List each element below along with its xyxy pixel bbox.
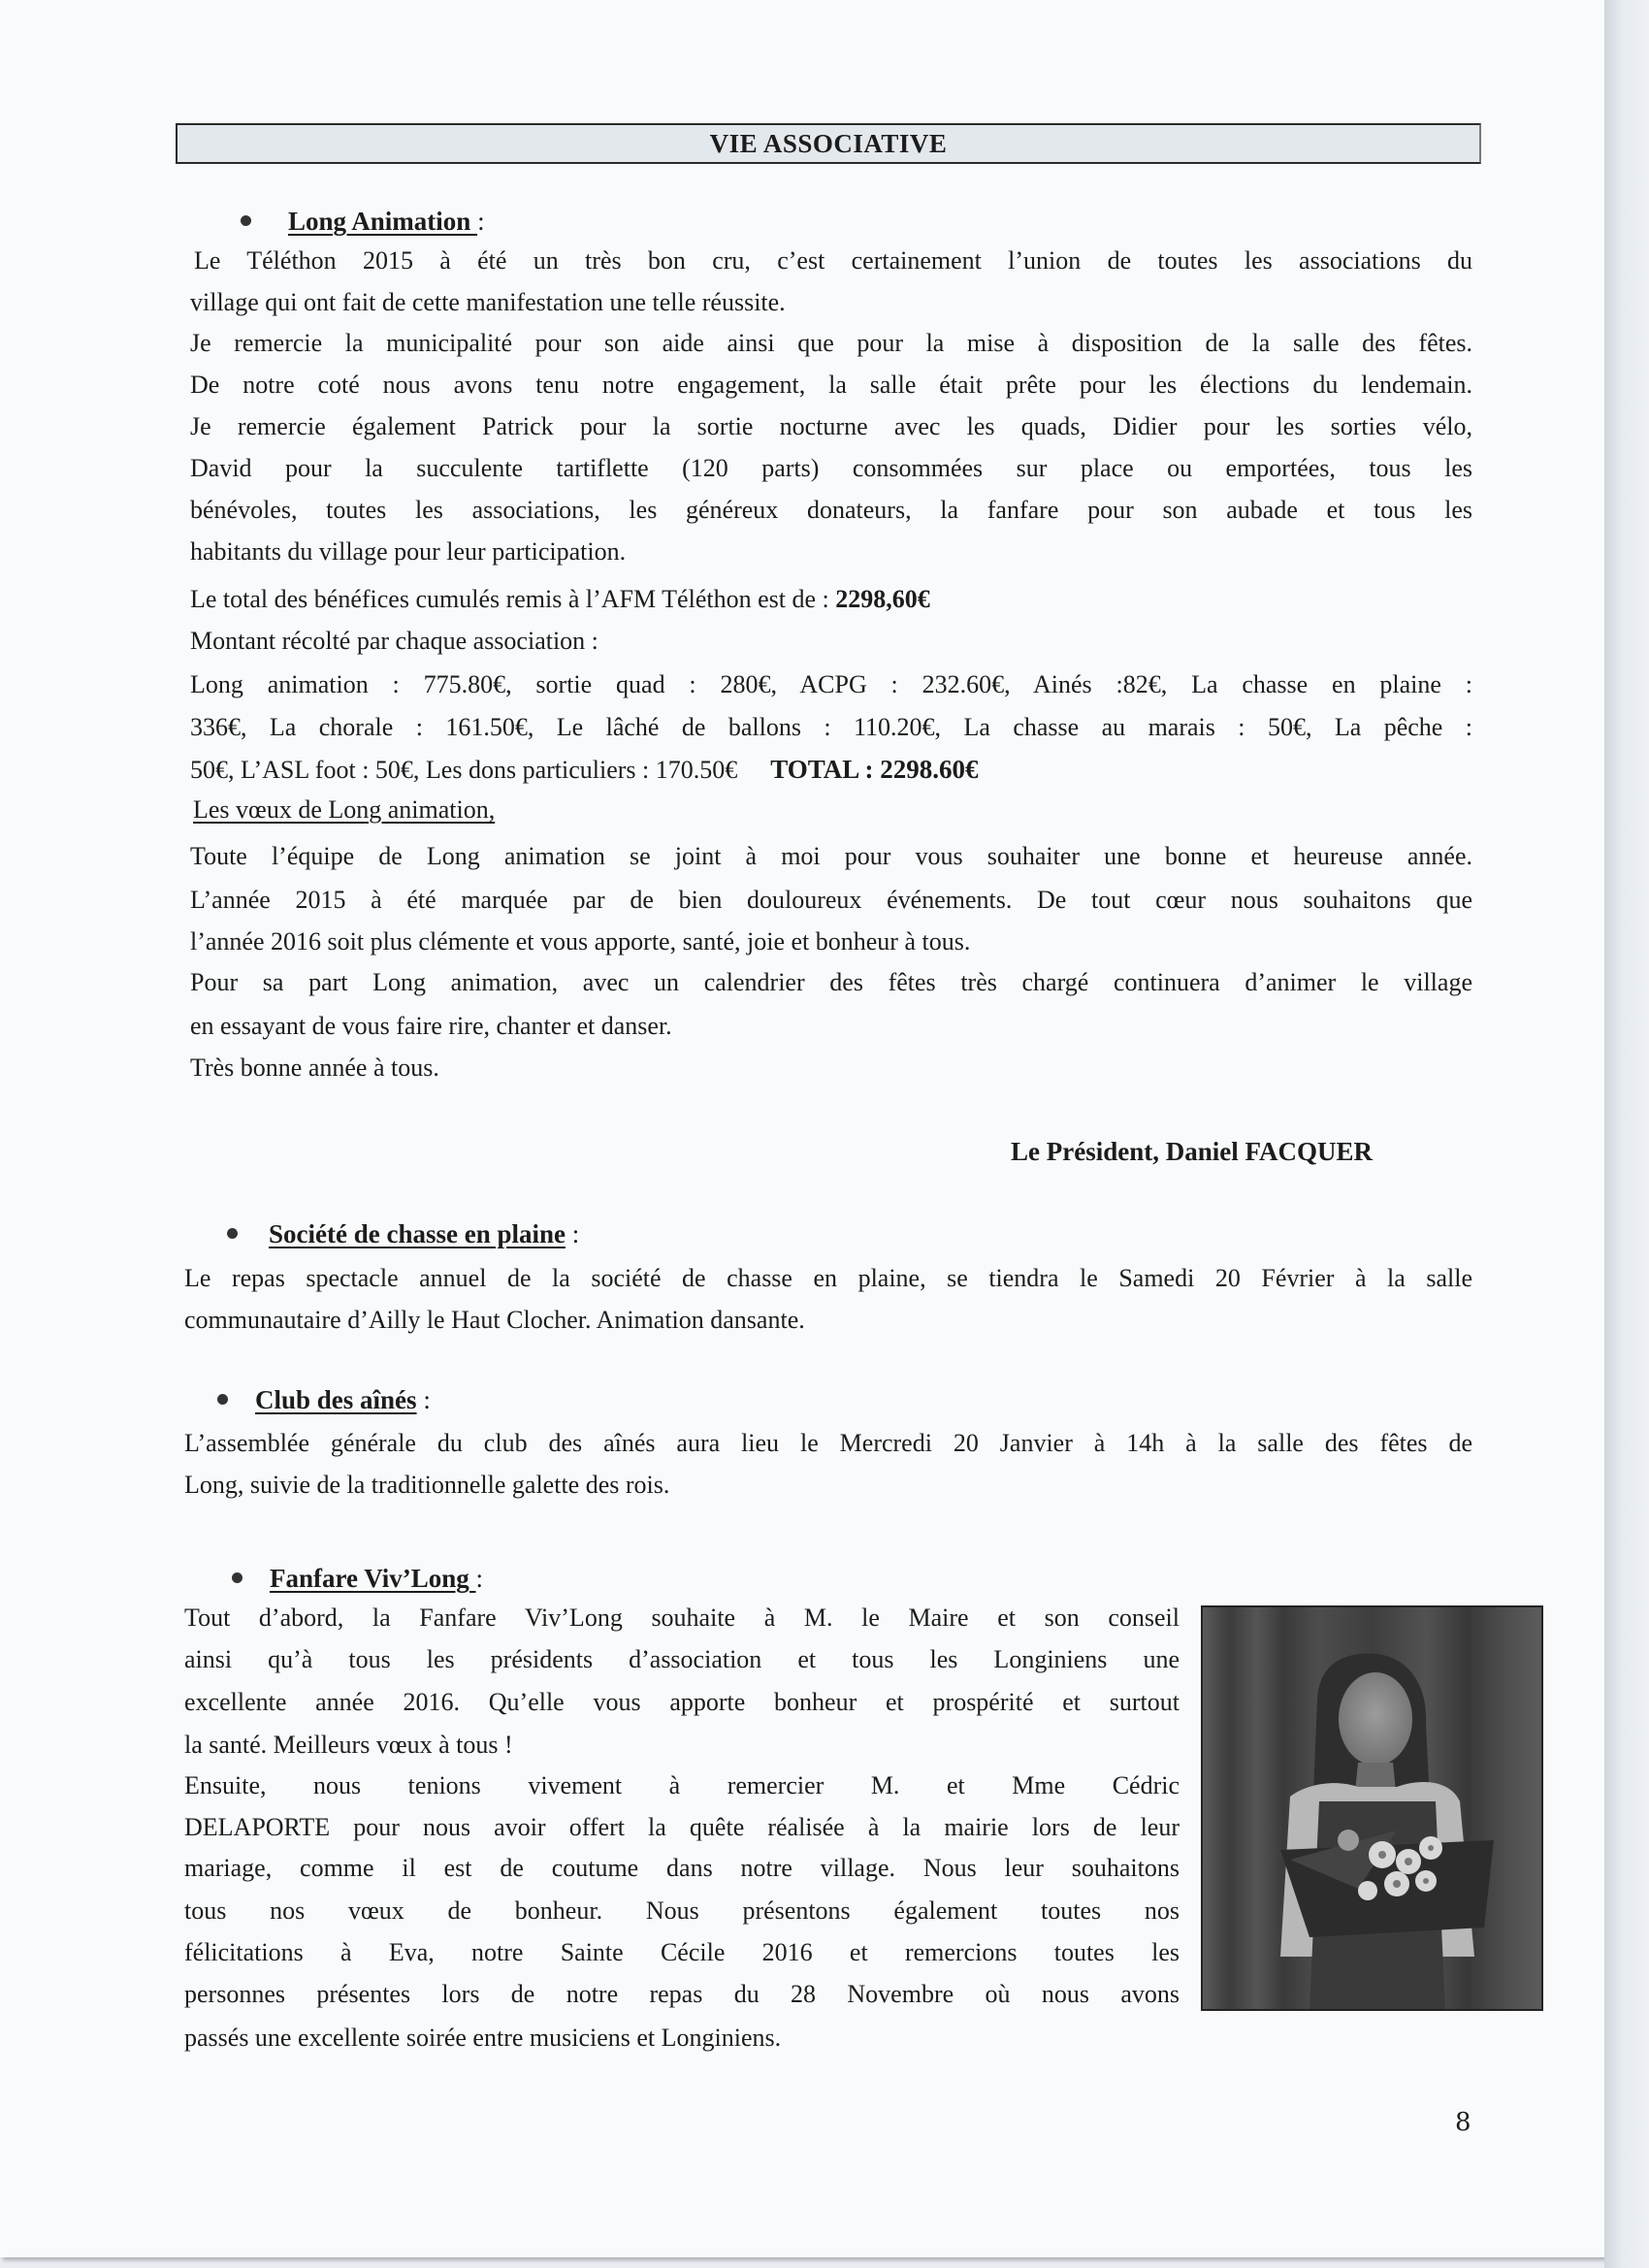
wishes-heading-text: Les vœux de Long animation, bbox=[193, 795, 496, 824]
wishes-line: Très bonne année à tous. bbox=[190, 1053, 439, 1082]
paragraph-line: Long, suivie de la traditionnelle galette des rois. bbox=[184, 1471, 670, 1499]
paragraph-line: bénévoles, toutes les associations, les généreux donateurs, la fanfare pour son aubade et tous les bbox=[190, 496, 1472, 524]
paragraph-line: habitants du village pour leur participation. bbox=[190, 537, 627, 566]
signature: Le Président, Daniel FACQUER bbox=[1011, 1137, 1373, 1166]
heading-colon: : bbox=[416, 1385, 431, 1414]
paragraph-line: L’assemblée générale du club des aînés aura lieu le Mercredi 20 Janvier à 14h à la salle des fêtes de bbox=[184, 1429, 1472, 1457]
amounts-line: Long animation : 775.80€, sortie quad : 280€, ACPG : 232.60€, Ainés :82€, La chasse en plaine : bbox=[190, 670, 1472, 698]
paragraph-line: tous nos vœux de bonheur. Nous présentons également toutes nos bbox=[184, 1896, 1180, 1925]
amounts-last-line bbox=[190, 755, 979, 784]
heading-colon: : bbox=[477, 207, 485, 236]
page-number: 8 bbox=[1455, 2108, 1471, 2137]
heading-colon: : bbox=[475, 1564, 484, 1593]
heading-long-animation bbox=[288, 206, 485, 237]
heading-colon: : bbox=[565, 1219, 580, 1248]
paragraph-line: la santé. Meilleurs vœux à tous ! bbox=[184, 1731, 513, 1759]
bullet-icon bbox=[217, 1394, 228, 1405]
heading-chasse-title: Société de chasse en plaine bbox=[269, 1219, 566, 1248]
paragraph-line: DELAPORTE pour nous avoir offert la quête réalisée à la mairie lors de leur bbox=[184, 1813, 1180, 1841]
heading-aines bbox=[255, 1384, 431, 1415]
wishes-line: l’année 2016 soit plus clémente et vous apporte, santé, joie et bonheur à tous. bbox=[190, 927, 971, 956]
amounts-intro: Montant récolté par chaque association : bbox=[190, 627, 598, 655]
photo-girl-with-bouquet-icon bbox=[1203, 1607, 1541, 2009]
paragraph-line: Je remercie également Patrick pour la sortie nocturne avec les quads, Didier pour les sorties vélo, bbox=[190, 412, 1472, 440]
total-line-value: 2298,60€ bbox=[835, 585, 930, 613]
bullet-icon bbox=[232, 1572, 242, 1583]
heading-fanfare-title: Fanfare Viv’Long bbox=[270, 1564, 476, 1593]
paragraph-line: communautaire d’Ailly le Haut Clocher. Animation dansante. bbox=[184, 1306, 805, 1334]
paragraph-line: village qui ont fait de cette manifestation une telle réussite. bbox=[190, 288, 786, 316]
total-line bbox=[190, 585, 930, 614]
heading-fanfare bbox=[270, 1563, 483, 1594]
paragraph-line: ainsi qu’à tous les présidents d’association et tous les Longiniens une bbox=[184, 1645, 1180, 1673]
wishes-line: L’année 2015 à été marquée par de bien douloureux événements. De tout cœur nous souhaitons que bbox=[190, 886, 1472, 914]
paragraph-line: David pour la succulente tartiflette (120 parts) consommées sur place ou emportées, tous les bbox=[190, 454, 1472, 482]
amounts-line-end: 50€, L’ASL foot : 50€, Les dons particuliers : 170.50€ bbox=[190, 756, 738, 784]
paragraph-line: Le repas spectacle annuel de la société de chasse en plaine, se tiendra le Samedi 20 Février à la salle bbox=[184, 1264, 1472, 1292]
wishes-line: Pour sa part Long animation, avec un calendrier des fêtes très chargé continuera d’animer le village bbox=[190, 968, 1472, 996]
paragraph-line: personnes présentes lors de notre repas du 28 Novembre où nous avons bbox=[184, 1980, 1180, 2008]
paragraph-line: Ensuite, nous tenions vivement à remercier M. et Mme Cédric bbox=[184, 1771, 1180, 1799]
wishes-line: en essayant de vous faire rire, chanter et danser. bbox=[190, 1012, 672, 1040]
bullet-icon bbox=[227, 1228, 238, 1239]
heading-long-animation-title: Long Animation bbox=[288, 207, 478, 236]
wishes-heading bbox=[193, 795, 495, 825]
paragraph-line: excellente année 2016. Qu’elle vous apporte bonheur et prospérité et surtout bbox=[184, 1688, 1180, 1716]
paragraph-line: mariage, comme il est de coutume dans notre village. Nous leur souhaitons bbox=[184, 1854, 1180, 1882]
wishes-line: Toute l’équipe de Long animation se joint à moi pour vous souhaiter une bonne et heureuse année. bbox=[190, 842, 1472, 870]
paragraph-line: passés une excellente soirée entre musiciens et Longiniens. bbox=[184, 2024, 782, 2052]
section-header-title: VIE ASSOCIATIVE bbox=[709, 129, 948, 158]
paragraph-line: De notre coté nous avons tenu notre engagement, la salle était prête pour les élections du lendemain. bbox=[190, 371, 1472, 399]
total-line-label: Le total des bénéfices cumulés remis à l’AFM Téléthon est de : bbox=[190, 585, 836, 613]
section-header bbox=[176, 123, 1481, 164]
amounts-line: 336€, La chorale : 161.50€, Le lâché de ballons : 110.20€, La chasse au marais : 50€, La pêche : bbox=[190, 713, 1472, 741]
bullet-icon bbox=[241, 215, 251, 226]
paragraph-line: félicitations à Eva, notre Sainte Cécile 2016 et remercions toutes les bbox=[184, 1938, 1180, 1966]
grand-total: TOTAL : 2298.60€ bbox=[770, 755, 979, 784]
heading-chasse bbox=[269, 1218, 579, 1249]
paragraph-line: Le Téléthon 2015 à été un très bon cru, c’est certainement l’union de toutes les associations du bbox=[194, 246, 1472, 275]
paragraph-line: Tout d’abord, la Fanfare Viv’Long souhaite à M. le Maire et son conseil bbox=[184, 1604, 1180, 1632]
paragraph-line: Je remercie la municipalité pour son aide ainsi que pour la mise à disposition de la salle des fêtes. bbox=[190, 329, 1472, 357]
scan-edge bbox=[1604, 0, 1649, 2268]
photo-sainte-cecile bbox=[1201, 1605, 1543, 2011]
heading-aines-title: Club des aînés bbox=[255, 1385, 417, 1414]
